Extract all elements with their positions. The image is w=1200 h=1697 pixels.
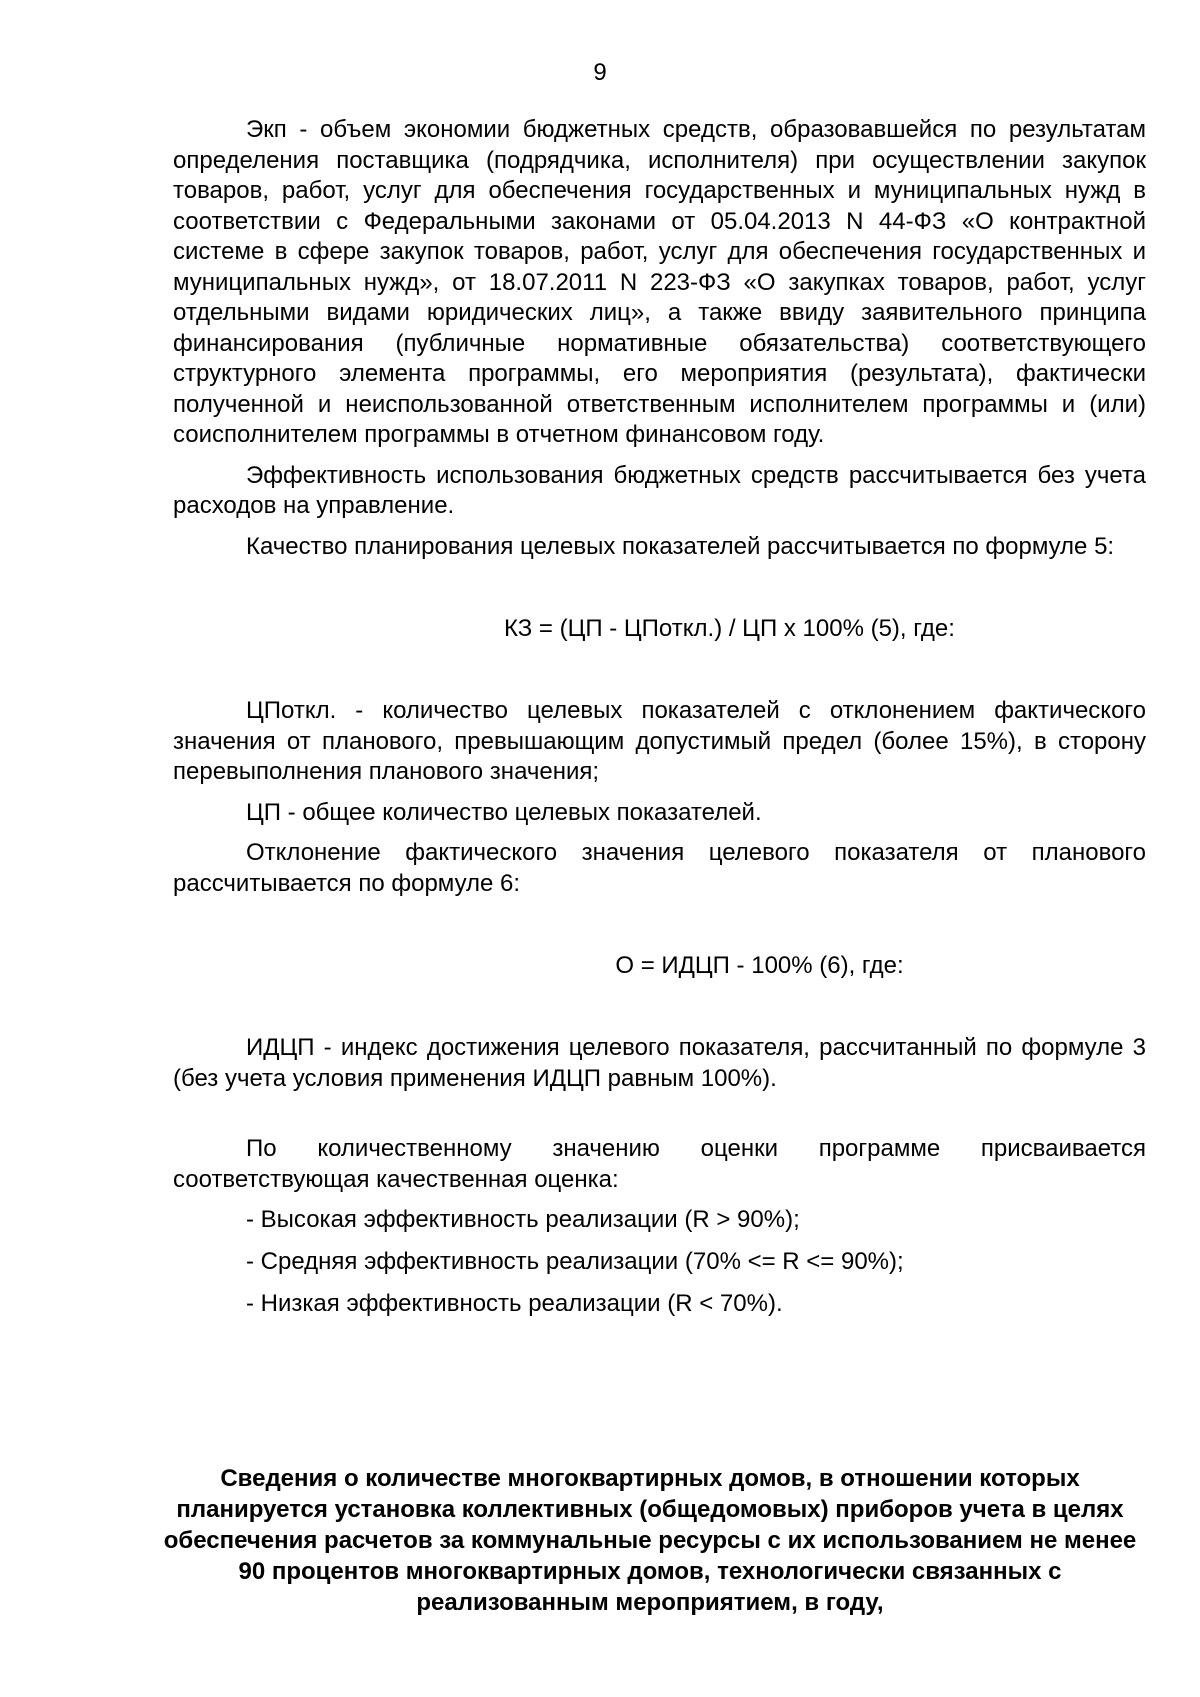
paragraph-budget-efficiency: Эффективность использования бюджетных средств рассчитывается без учета расходов на управление. <box>173 461 1146 519</box>
paragraph-planning-quality: Качество планирования целевых показателей рассчитывается по формуле 5: <box>246 532 1115 560</box>
list-item-medium: - Средняя эффективность реализации (70% <= R <= 90%); <box>246 1248 904 1275</box>
page-number: 9 <box>593 59 607 86</box>
formula-6: О = ИДЦП - 100% (6), где: <box>615 952 904 979</box>
paragraph-cp-definition: ЦП - общее количество целевых показателей. <box>246 798 762 826</box>
paragraph-ekp-definition: Экп - объем экономии бюджетных средств, образовавшейся по результатам определения поставщика (подрядчика, исполнителя) при осуществлении закупок товаров, работ, услуг для обеспечения государственных и муниципальных нужд в соответствии с Федеральными законами от 05.04.2013 N 44-ФЗ «О контрактной системе в сфере закупок товаров, работ, услуг для обеспечения государственных и муниципальных нужд», от 18.07.2011 N 223-ФЗ «О закупках товаров, работ, услуг отдельными видами юридических лиц», а также ввиду заявительного принципа финансирования (публичные нормативные обязательства) соответствующего структурного элемента программы, его мероприятия (результата), фактически полученной и неиспользованной ответственным исполнителем программы и (или) соисполнителем программы в отчетном финансовом году. <box>173 116 1146 448</box>
section-heading: Сведения о количестве многоквартирных домов, в отношении которых планируется установка коллективных (общедомовых) приборов учета в целях обеспечения расчетов за коммунальные ресурсы с их использованием не менее 90 процентов многоквартирных домов, технологически связанных с реализованным мероприятием, в году, <box>163 1465 1137 1616</box>
paragraph-cpotkl-definition: ЦПоткл. - количество целевых показателей с отклонением фактического значения от планового, превышающим допустимый предел (более 15%), в сторону перевыполнения планового значения; <box>173 697 1146 785</box>
list-item-high: - Высокая эффективность реализации (R > 90%); <box>246 1206 800 1233</box>
paragraph-idcp-definition: ИДЦП - индекс достижения целевого показателя, рассчитанный по формуле 3 (без учета условия применения ИДЦП равным 100%). <box>173 1034 1146 1092</box>
paragraph-deviation: Отклонение фактического значения целевого показателя от планового рассчитывается по формуле 6: <box>173 839 1146 897</box>
formula-5: КЗ = (ЦП - ЦПоткл.) / ЦП x 100% (5), где: <box>504 615 955 642</box>
document-body <box>173 115 1146 1319</box>
list-item-low: - Низкая эффективность реализации (R < 70%). <box>246 1290 783 1317</box>
rating-list <box>173 1205 1146 1319</box>
paragraph-rating-intro: По количественному значению оценки программе присваивается соответствующая качественная оценка: <box>173 1135 1146 1193</box>
